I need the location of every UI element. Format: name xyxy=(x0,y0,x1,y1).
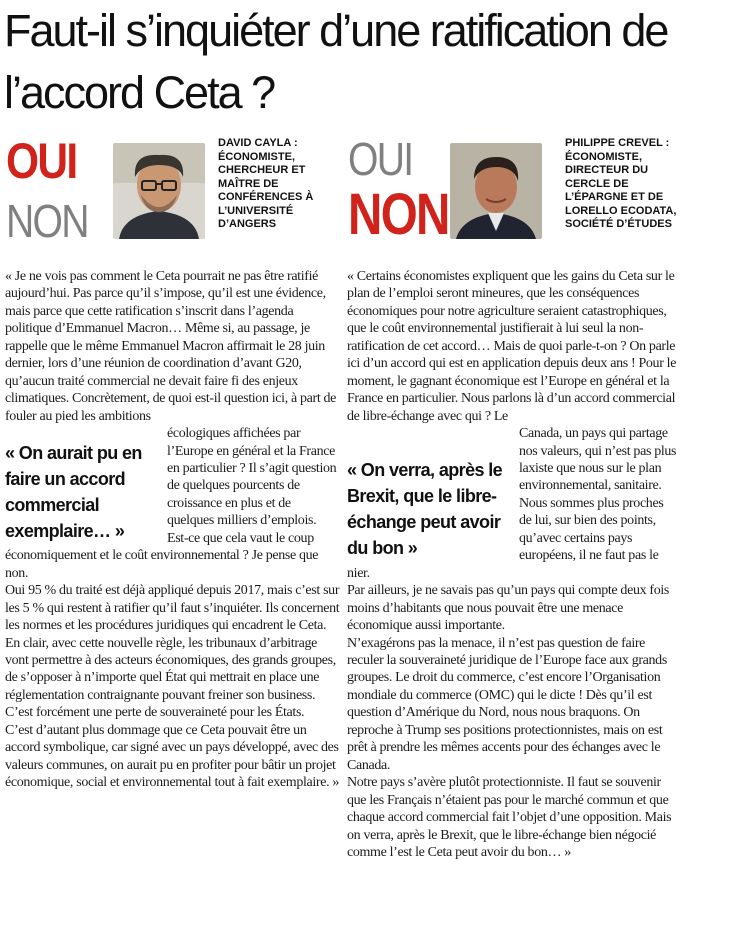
paragraph: Notre pays s’avère plutôt protectionniste. Il faut se souvenir que les Français n’étaient pas pour le marché commun et que chaque accord commercial fait l’objet d’une opposition. Mais on verra, après le Brexit, que le libre-échange bien négocié comme l’est le Ceta peut avoir du bon… » xyxy=(347,775,672,860)
philippe-crevel-bio: PHILIPPE CREVEL : ÉCONOMISTE, DIRECTEUR DU CERCLE DE L’ÉPARGNE ET DE LORELLO ECODATA, SOCIÉTÉ D’ÉTUDES xyxy=(565,137,677,230)
paragraph: écologiques affichées par l’Europe en général et la France en particulier ? Il s’agit question de quelques pourcents de croissance en plus et de quelques milliers d’emplois. Est-ce que cela vaut le coup économiquement et le coût environnemental ? Je pense que non. xyxy=(5,426,337,581)
paragraph: Par ailleurs, je ne savais pas qu’un pays qui compte deux fois moins d’habitants que nous pouvait être une menace économique aussi importante. xyxy=(347,583,669,634)
david-cayla-bio: DAVID CAYLA : ÉCONOMISTE, CHERCHEUR ET MAÎTRE DE CONFÉRENCES À L’UNIVERSITÉ D’ANGERS xyxy=(218,137,314,230)
paragraph: Oui 95 % du traité est déjà appliqué depuis 2017, mais c’est sur les 5 % qui restent à ratifier qu’il faut s’inquiéter. Ils concernent les normes et les procédures juridiques qui encadrent le Ceta. xyxy=(5,583,340,634)
david-cayla-photo xyxy=(113,143,205,239)
paragraph: Canada, un pays qui partage nos valeurs, qui n’est pas plus laxiste que nous sur le plan environnemental, sanitaire. Nous sommes plus proches de lui, sur bien des points, qu’avec certains pays européens, il ne faut pas le nier. xyxy=(347,426,677,581)
left-oui-label: OUI xyxy=(6,133,77,189)
pull-quote: « On aurait pu en faire un accord commercial exemplaire… » xyxy=(5,443,142,542)
paragraph: « Je ne vois pas comment le Ceta pourrait ne pas être ratifié aujourd’hui. Pas parce qu’il s’impose, qu’il est une évidence, mais parce que cette ratification s’inscrit dans l’agenda politique d’Emmanuel Macron… Même si, au passage, je rappelle que le même Emmanuel Macron affirmait le 28 juin dernier, lors d’une réunion de coordination d’avant G20, qu’aucun traité commercial ne devait faire fi des enjeux climatiques. Concrètement, de quoi est-il question ici, à part de fouler au pied les ambitions xyxy=(5,269,337,424)
headline: Faut-il s’inquiéter d’une ratification de l’accord Ceta ? xyxy=(4,5,668,118)
left-article-column xyxy=(5,268,340,792)
left-non-label: NON xyxy=(6,195,88,247)
paragraph: « Certains économistes expliquent que les gains du Ceta sur le plan de l’emploi seront mineures, que les conséquences économiques pour notre agriculture seraient catastrophiques, que le coût environnemental justifierait à lui seul la non-ratification de cet accord… Mais de quoi parle-t-on ? On parle ici d’un accord qui est en application depuis deux ans ! Pour le moment, le gagnant économique est l’Europe en général et la France en particulier. Nous parlons là d’un accord commercial de libre-échange avec qui ? Le xyxy=(347,269,677,424)
right-article-column xyxy=(347,268,677,861)
right-non-label: NON xyxy=(348,182,449,247)
paragraph: C’est d’autant plus dommage que ce Ceta pouvait être un accord symbolique, car signé avec un pays développé, avec des valeurs communes, on aurait pu en profiter pour bâtir un projet économique, social et environnemental tout à fait exemplaire. » xyxy=(5,722,340,791)
paragraph: En clair, avec cette nouvelle règle, les tribunaux d’arbitrage vont permettre à des acteurs économiques, des grands groupes, de s’opposer à n’importe quel État qui mettrait en place une réglementation contraignante pouvant freiner son business. C’est forcément une perte de souveraineté pour les États. xyxy=(5,635,336,721)
pull-quote: « On verra, après le Brexit, que le libre-échange peut avoir du bon » xyxy=(347,460,503,559)
right-oui-label: OUI xyxy=(348,133,413,185)
philippe-crevel-photo xyxy=(450,143,542,239)
paragraph: N’exagérons pas la menace, il n’est pas question de faire reculer la souveraineté juridique de l’Europe face aux grands groupes. Le droit du commerce, c’est encore l’Organisation mondiale du commerce (OMC) qui le dicte ! Dès qu’il est question d’Amérique du Nord, nous nous braquons. On reproche à Trump ses positions protectionnistes, mais on est prêt à prendre les mêmes accents pour des échanges avec le Canada. xyxy=(347,635,667,773)
